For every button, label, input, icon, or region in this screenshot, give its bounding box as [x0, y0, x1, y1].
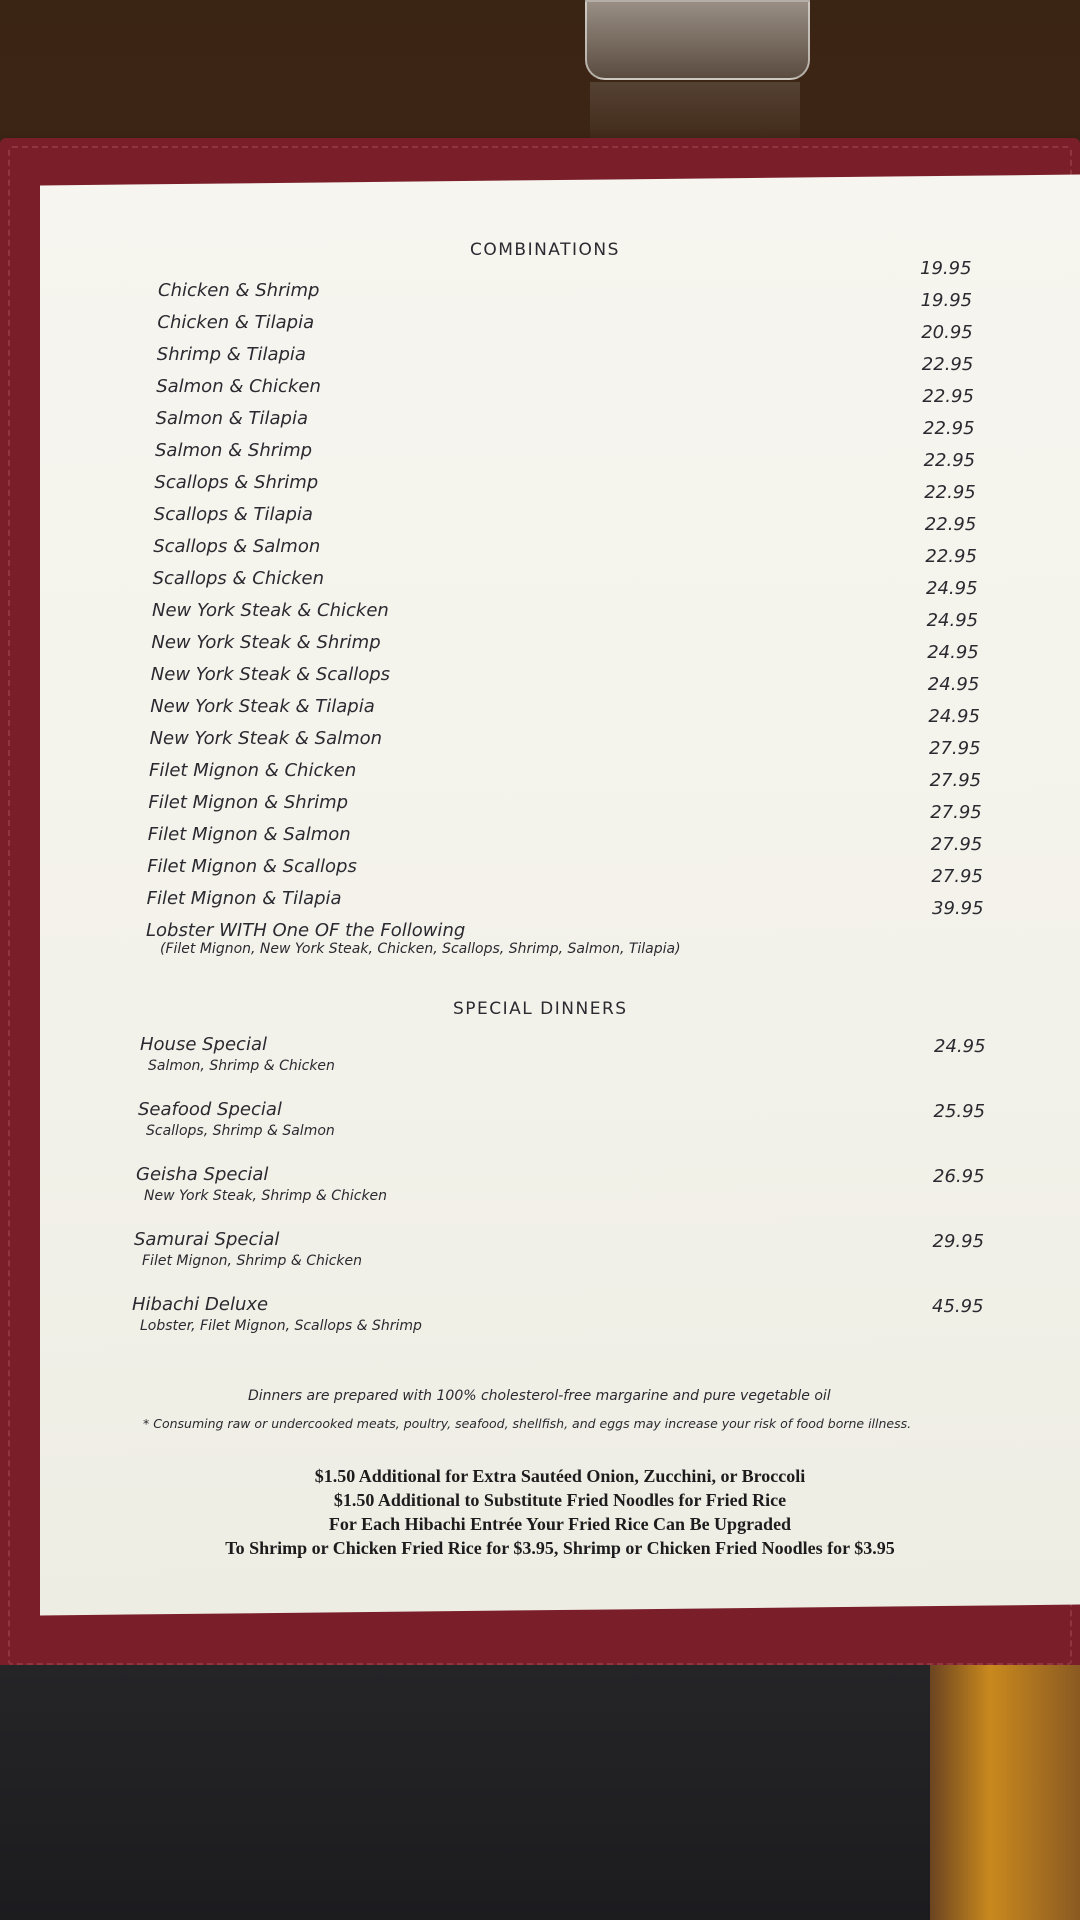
combination-item-price: 24.95 — [928, 706, 980, 727]
combination-item-name: Scallops & Chicken — [152, 568, 325, 589]
combination-item-price: 22.95 — [925, 546, 977, 567]
special-dinner-name: Samurai Special — [134, 1229, 280, 1250]
combination-item-name: Salmon & Shrimp — [155, 440, 313, 461]
combination-item-name: New York Steak & Tilapia — [150, 696, 375, 717]
extra-vegetables-note: $1.50 Additional for Extra Sautéed Onion, Zucchini, or Broccoli — [314, 1466, 806, 1486]
combination-item-price: 22.95 — [923, 418, 975, 439]
combination-item-name: New York Steak & Salmon — [149, 728, 383, 749]
special-dinner-description: New York Steak, Shrimp & Chicken — [144, 1188, 388, 1204]
combination-item-name: Shrimp & Tilapia — [156, 344, 306, 365]
special-dinner-price: 24.95 — [934, 1036, 986, 1057]
combination-item-name: Filet Mignon & Salmon — [147, 824, 351, 845]
combination-item-name: New York Steak & Chicken — [152, 600, 389, 621]
special-dinner-name: Geisha Special — [136, 1164, 269, 1185]
combination-item-name: New York Steak & Shrimp — [151, 632, 381, 653]
combination-item-price: 27.95 — [929, 738, 981, 759]
special-dinner-description: Lobster, Filet Mignon, Scallops & Shrimp — [140, 1318, 422, 1334]
combination-item-price: 39.95 — [932, 898, 984, 919]
combination-item-price: 24.95 — [927, 674, 980, 695]
combination-item-name: Salmon & Chicken — [156, 376, 321, 397]
combination-item-name: Chicken & Tilapia — [157, 312, 315, 333]
combination-item-price: 22.95 — [923, 450, 976, 471]
combination-item-price: 24.95 — [926, 578, 978, 599]
preparation-note: Dinners are prepared with 100% cholesterol-free margarine and pure vegetable oil — [248, 1388, 831, 1404]
combination-item-price: 24.95 — [927, 642, 979, 663]
special-dinner-price: 45.95 — [932, 1296, 984, 1317]
combination-item-price: 22.95 — [922, 386, 974, 407]
noodle-substitute-note: $1.50 Additional to Substitute Fried Noodles for Fried Rice — [333, 1490, 787, 1510]
special-dinner-price: 29.95 — [932, 1231, 985, 1252]
combination-item-price: 27.95 — [931, 866, 983, 887]
special-dinner-price: 25.95 — [933, 1101, 986, 1122]
combination-item-name: Salmon & Tilapia — [155, 408, 308, 429]
combination-item-name: New York Steak & Scallops — [150, 664, 391, 685]
special-dinner-name: Seafood Special — [138, 1099, 282, 1120]
combination-item-name: Filet Mignon & Shrimp — [148, 792, 349, 813]
special-dinner-description: Scallops, Shrimp & Salmon — [146, 1123, 335, 1139]
combination-item-name: Filet Mignon & Tilapia — [146, 888, 342, 909]
special-dinner-description: Salmon, Shrimp & Chicken — [148, 1058, 335, 1074]
combination-item-name: Filet Mignon & Chicken — [149, 760, 357, 781]
combination-item-name: Scallops & Salmon — [153, 536, 321, 557]
combination-item-price: 27.95 — [929, 770, 982, 791]
combination-item-price: 22.95 — [924, 514, 977, 535]
combination-item-price: 22.95 — [921, 354, 974, 375]
combination-item-price: 22.95 — [924, 482, 976, 503]
rice-upgrade-note: For Each Hibachi Entrée Your Fried Rice Can Be Upgraded — [328, 1514, 792, 1534]
combinations-title: COMBINATIONS — [470, 240, 620, 260]
special-dinner-name: Hibachi Deluxe — [132, 1294, 269, 1315]
combination-item-price: 19.95 — [920, 290, 973, 311]
combination-item-price: 24.95 — [926, 610, 979, 631]
combination-item-price: 27.95 — [930, 802, 982, 823]
upgrade-prices-note: To Shrimp or Chicken Fried Rice for $3.95, Shrimp or Chicken Fried Noodles for $3.95 — [225, 1538, 895, 1558]
combination-item-name: Lobster WITH One OF the Following — [146, 920, 466, 941]
combination-item-price: 19.95 — [920, 258, 972, 279]
combination-item-name: Scallops & Shrimp — [154, 472, 319, 493]
lobster-options-note: (Filet Mignon, New York Steak, Chicken, Scallops, Shrimp, Salmon, Tilapia) — [160, 941, 681, 957]
special-dinner-description: Filet Mignon, Shrimp & Chicken — [142, 1253, 363, 1269]
special-dinner-name: House Special — [140, 1034, 267, 1055]
combination-item-name: Chicken & Shrimp — [158, 280, 320, 301]
combination-item-price: 27.95 — [930, 834, 983, 855]
combination-item-name: Filet Mignon & Scallops — [147, 856, 357, 877]
special-dinners-title: SPECIAL DINNERS — [453, 999, 628, 1019]
combination-item-name: Scallops & Tilapia — [153, 504, 313, 525]
special-dinner-price: 26.95 — [933, 1166, 985, 1187]
food-safety-warning: * Consuming raw or undercooked meats, poultry, seafood, shellfish, and eggs may increase your risk of food borne illness. — [143, 1416, 912, 1431]
combination-item-price: 20.95 — [921, 322, 973, 343]
